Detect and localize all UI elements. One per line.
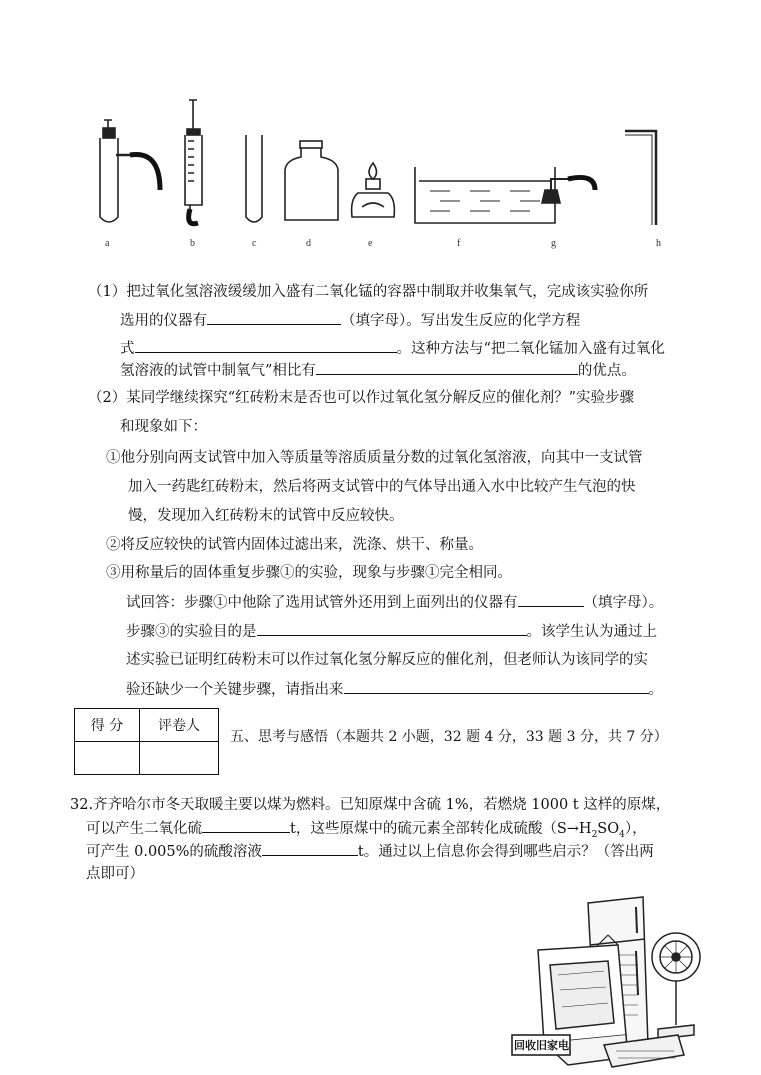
q2-ans-l2b: 。该学生认为通过上	[526, 624, 657, 640]
q2-ans-l1a: 试回答：步骤①中他除了选用试管外还用到上面列出的仪器有	[126, 595, 518, 611]
apparatus-label-b: b	[190, 238, 195, 249]
q2-answer-l4	[126, 679, 663, 700]
q32-line3a: 可产生 0.005%的硫酸溶液	[86, 844, 262, 860]
q32-blank-so2[interactable]	[202, 818, 290, 833]
q32-sub4: 4	[619, 829, 625, 840]
q2-step1-l2: 加入一药匙红砖粉末，然后将两支试管中的气体导出通入水中比较产生气泡的快	[128, 479, 636, 495]
q2-ans-l1b: （填字母）。	[583, 595, 664, 611]
q1-line4a: 氢溶液的试管中制氧气”相比有	[120, 363, 316, 379]
q32-line2c: ），	[624, 821, 647, 837]
q32-line2a: 可以产生二氧化硫	[86, 821, 202, 837]
q2-step1-l3: 慢，发现加入红砖粉末的试管中反应较快。	[128, 508, 404, 524]
q2-step1-l1: ①他分别向两支试管中加入等质量等溶质质量分数的过氧化氢溶液，向其中一支试管	[106, 450, 643, 466]
apparatus-a	[100, 120, 160, 222]
grader-cell[interactable]	[140, 742, 219, 775]
q32-line3	[86, 841, 654, 862]
apparatus-label-d: d	[306, 238, 311, 249]
apparatus-e	[352, 163, 395, 217]
q2-line1: （2）某同学继续探究“红砖粉末是否也可以作过氧化氢分解反应的催化剂？”实验步骤	[88, 390, 635, 406]
grader-label: 评卷人	[140, 709, 219, 742]
q2-answer-l1	[126, 592, 663, 613]
q1-blank-apparatus[interactable]	[207, 310, 341, 325]
q2-ans-l4b: 。	[648, 682, 663, 698]
q2-ans-l4a: 验还缺少一个关键步骤，请指出来	[126, 682, 344, 698]
q2-blank-apparatus[interactable]	[518, 592, 584, 607]
apparatus-label-f: f	[457, 238, 461, 249]
q1-line1: （1）把过氧化氢溶液缓缓加入盛有二氧化锰的容器中制取并收集氧气，完成该实验你所	[88, 284, 649, 300]
q32-blank-acid[interactable]	[262, 841, 358, 856]
q2-step2: ②将反应较快的试管内固体过滤出来，洗涤、烘干、称量。	[106, 537, 483, 553]
q32-line4: 点即可）	[86, 866, 144, 882]
q1-line3	[120, 338, 665, 359]
q1-blank-advantage[interactable]	[316, 360, 578, 375]
q2-step3: ③用称量后的固体重复步骤①的实验，现象与步骤①完全相同。	[106, 565, 512, 581]
q2-ans-l2a: 步骤③的实验目的是	[126, 624, 257, 640]
q32-sub2: 2	[591, 829, 598, 840]
score-cell[interactable]	[75, 742, 140, 775]
apparatus-d	[285, 141, 338, 220]
q1-line2b: （填字母）。写出发生反应的化学方程	[341, 313, 581, 329]
q1-blank-equation[interactable]	[135, 338, 397, 353]
q2-line2: 和现象如下：	[120, 419, 207, 435]
q1-line3a: 式	[120, 341, 135, 357]
q2-answer-l2	[126, 621, 657, 642]
q32-line3b: t。通过以上信息你会得到哪些启示？（答出两	[357, 844, 654, 860]
q32-line1: 32.齐齐哈尔市冬天取暖主要以煤为燃料。已知原煤中含硫 1%，若燃烧 1000 t 这样的原煤，	[70, 797, 671, 813]
apparatus-label-e: e	[368, 238, 373, 249]
q1-line2a: 选用的仪器有	[120, 313, 207, 329]
q1-line4b: 的优点。	[577, 363, 636, 379]
apparatus-h	[625, 131, 656, 225]
q1-line4	[120, 360, 636, 381]
apparatus-b	[185, 100, 202, 224]
recycle-sign: 回收旧家电	[514, 1039, 569, 1052]
apparatus-c	[246, 135, 262, 222]
apparatus-label-g: g	[551, 238, 556, 249]
score-table	[74, 708, 219, 775]
score-label: 得 分	[75, 709, 140, 742]
q32-line2b: t，这些原煤中的硫元素全部转化成硫酸（S→H	[290, 821, 592, 837]
q2-blank-purpose[interactable]	[257, 621, 527, 636]
apparatus-f	[415, 167, 555, 223]
apparatus-figure	[90, 95, 670, 255]
q2-answer-l3: 述实验已证明红砖粉末可以作过氧化氢分解反应的催化剂，但老师认为该同学的实	[126, 652, 648, 668]
section5-title: 五、思考与感悟（本题共 2 小题，32 题 4 分，33 题 3 分，共 7 分）	[230, 729, 668, 745]
q2-blank-missing-step[interactable]	[344, 679, 649, 694]
q32-so: SO	[597, 821, 620, 837]
apparatus-label-a: a	[105, 238, 110, 249]
q1-line2	[120, 310, 580, 331]
apparatus-label-h: h	[656, 238, 661, 249]
q1-line3b: 。这种方法与“把二氧化锰加入盛有过氧化	[396, 341, 665, 357]
apparatus-label-c: c	[252, 238, 257, 249]
